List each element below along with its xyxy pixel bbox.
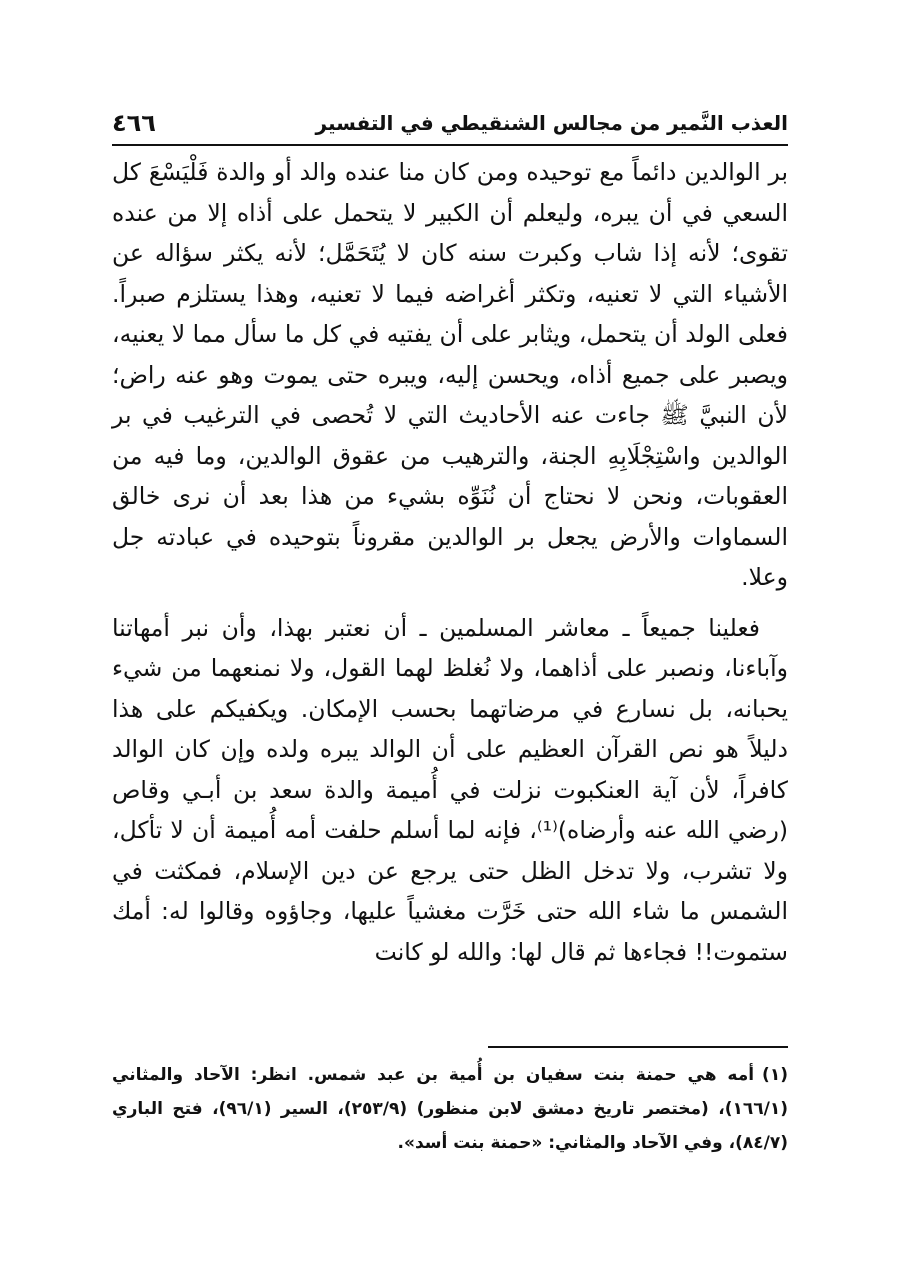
paragraph-1: بر الوالدين دائماً مع توحيده ومن كان منا عنده والد أو والدة فَلْيَسْعَ كل السعي في أن يبره، وليعلم أن الكبير لا يتحمل على أذاه إلا من عنده تقوى؛ لأنه إذا شاب وكبرت سنه كان لا يُتَحَمَّل؛ لأنه يكثر سؤاله عن الأشياء التي لا تعنيه، وتكثر أغراضه فيما لا تعنيه، وهذا يستلزم صبراً. فعلى الولد أن يتحمل، ويثابر على أن يفتيه في كل ما سأل مما لا يعنيه، ويصبر على جميع أذاه، ويحسن إليه، ويبره حتى يموت وهو عنه راض؛ لأن النبيَّ ﷺ جاءت عنه الأحاديث التي لا تُحصى في الترغيب في بر الوالدين واسْتِجْلَابِهِ الجنة، والترهيب من عقوق الوالدين، وما فيه من العقوبات، ونحن لا نحتاج أن نُنَوِّه بشيء من هذا بعد أن نرى خالق السماوات والأرض يجعل بر الوالدين مقروناً بتوحيده في عبادته جل وعلا. <box>112 158 788 591</box>
footnote-text: أمه هي حمنة بنت سفيان بن أُمية بن عبد شمس. انظر: الآحاد والمثاني (١٦٦/١)، (مختصر تاريخ دمشق لابن منظور) (٢٥٣/٩)، السير (٩٦/١)، فتح الباري (٨٤/٧)، وفي الآحاد والمثاني: «حمنة بنت أسد». <box>112 1065 788 1153</box>
footnote <box>112 1058 788 1160</box>
page-number: ٤٦٦ <box>112 109 156 137</box>
paragraph-2: فعلينا جميعاً ـ معاشر المسلمين ـ أن نعتبر بهذا، وأن نبر أمهاتنا وآباءنا، ونصبر على أذاهما، ولا نُغلظ لهما القول، ولا نمنعهما من شيء يحبانه، بل نسارع في مرضاتهما بحسب الإمكان. ويكفيكم على هذا دليلاً هو نص القرآن العظيم على أن الوالد يبره ولده وإن كان الوالد كافراً، لأن آية العنكبوت نزلت في أُميمة والدة سعد بن أبـي وقاص (رضي الله عنه وأرضاه)⁽¹⁾، فإنه لما أسلم حلفت أمه أُميمة أن لا تأكل، ولا تشرب، ولا تدخل الظل حتى يرجع عن دين الإسلام، فمكثت في الشمس ما شاء الله حتى خَرَّت مغشياً عليها، وجاؤوه وقالوا له: أمك ستموت!! فجاءها ثم قال لها: والله لو كانت <box>112 613 788 966</box>
footnote-separator <box>488 1046 788 1048</box>
main-text <box>112 152 788 972</box>
footnote-marker: (١) <box>762 1065 788 1085</box>
page-header <box>112 98 788 146</box>
running-title: العذب النَّمير من مجالس الشنقيطي في التفسير <box>315 111 788 135</box>
book-page <box>112 98 788 1188</box>
